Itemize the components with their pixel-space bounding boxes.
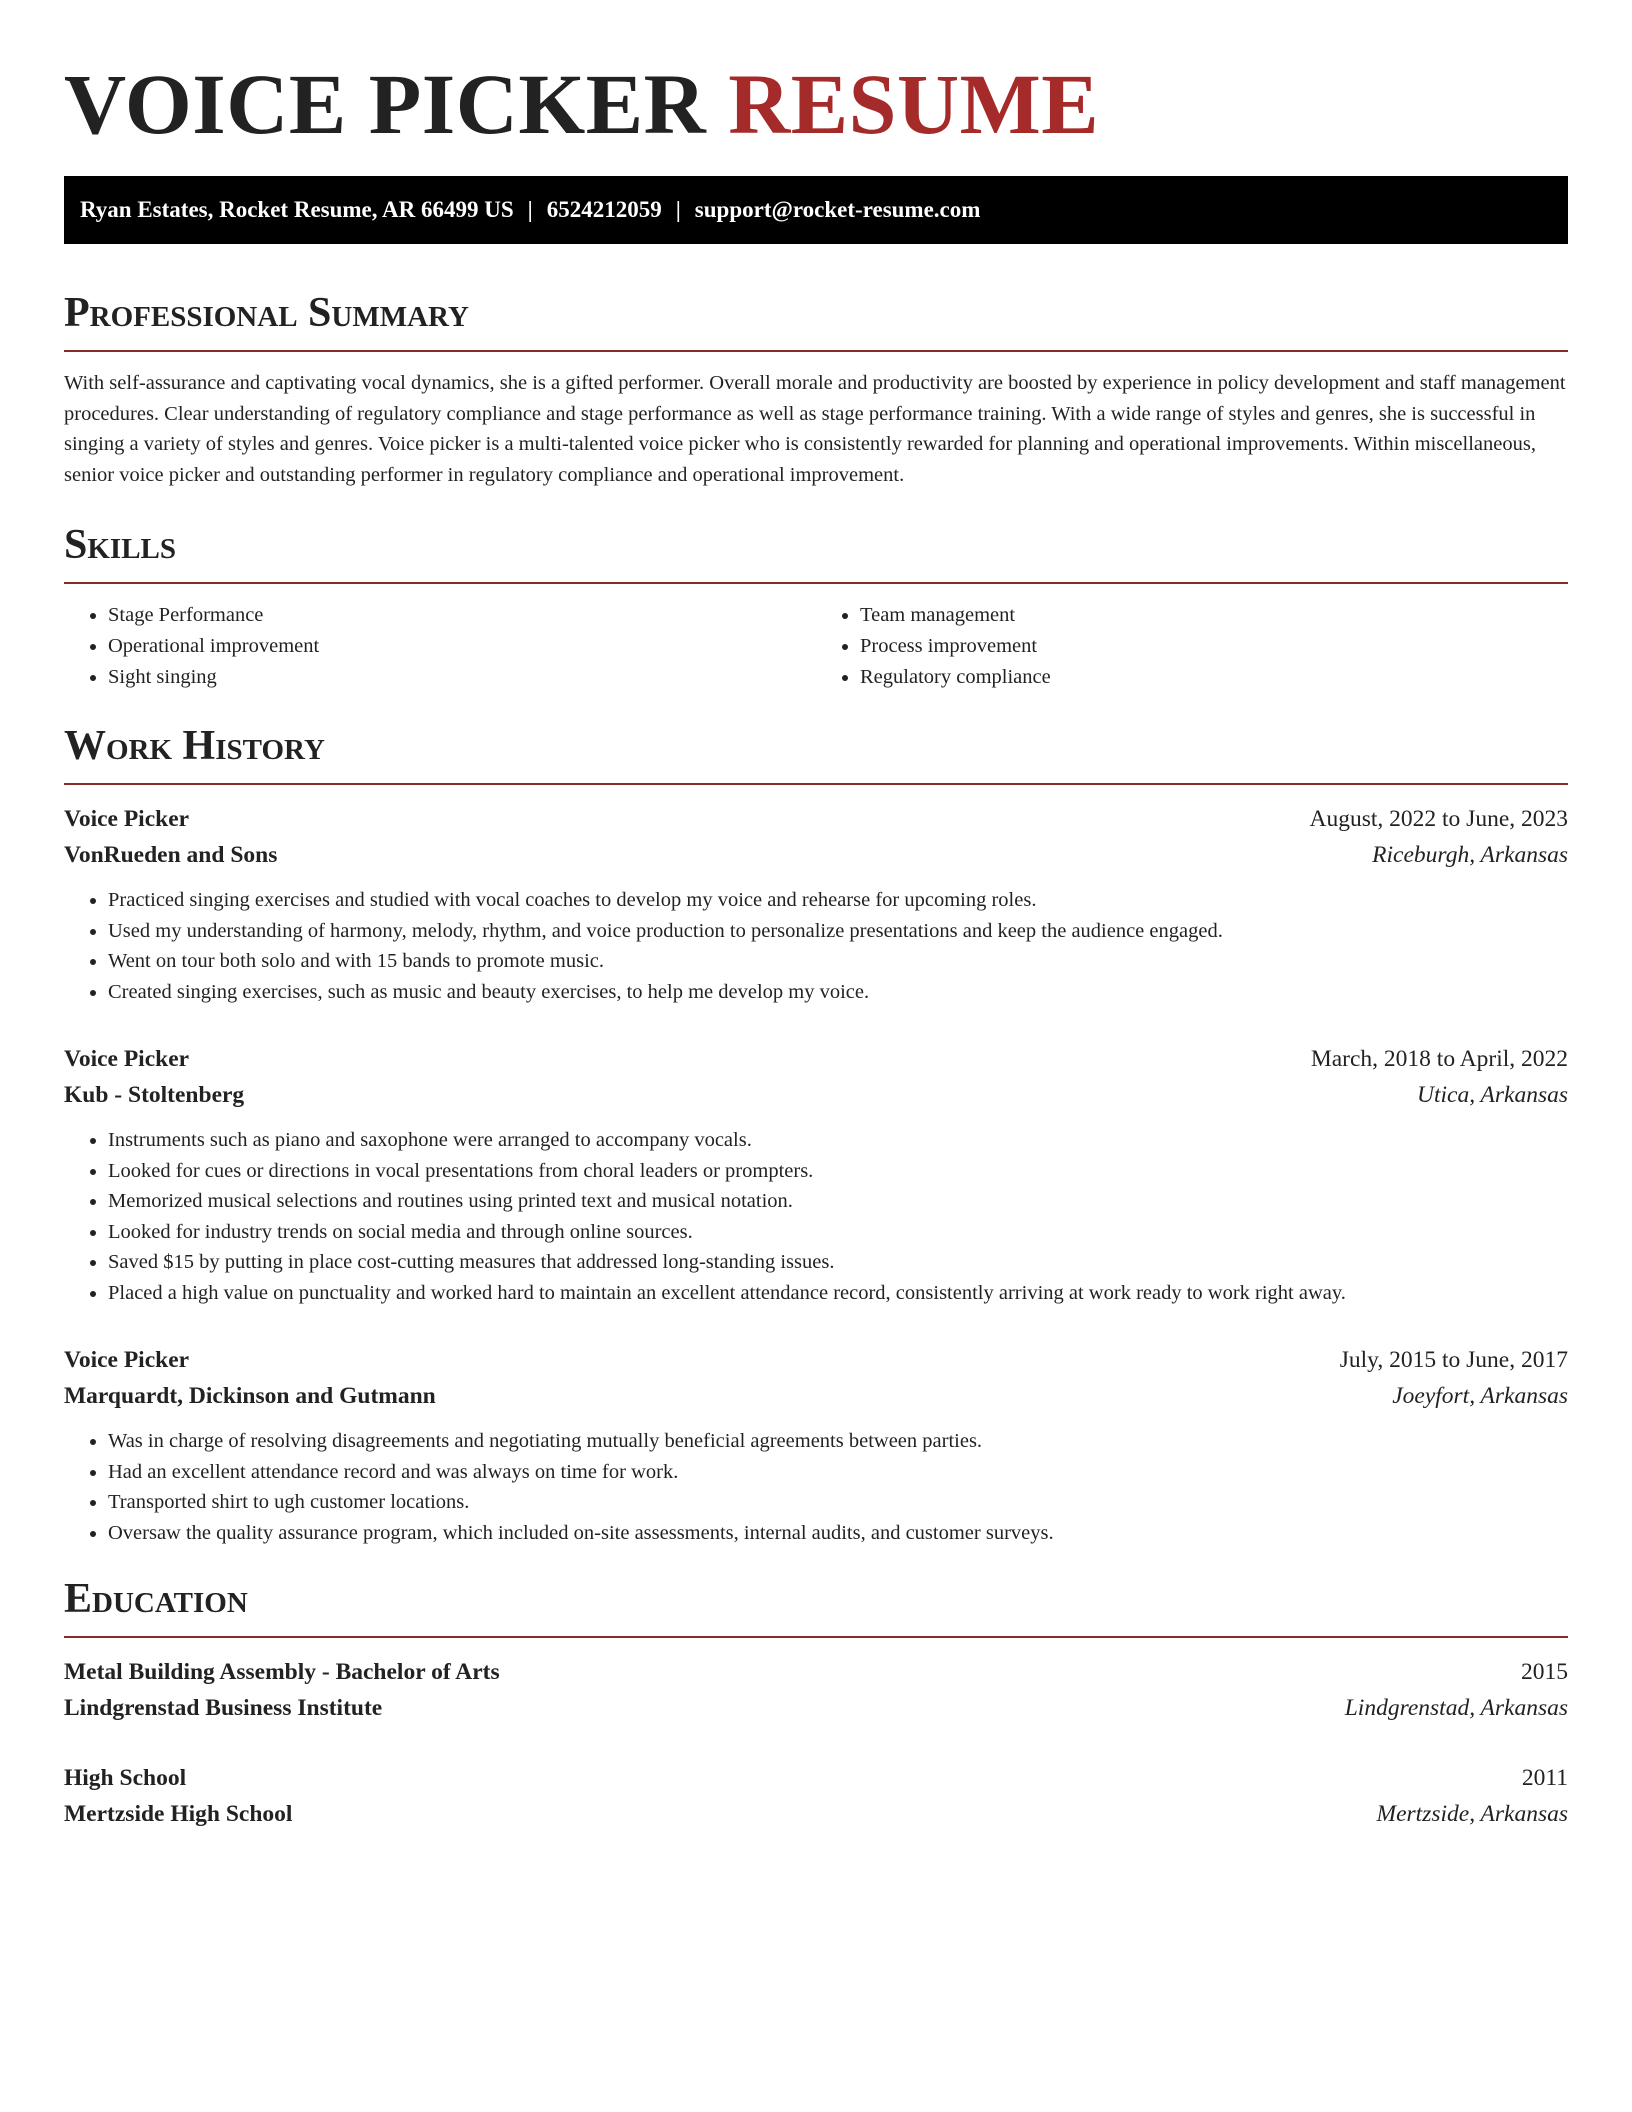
- job-bullet: • Went on tour both solo and with 15 bands to promote music.: [108, 946, 1568, 977]
- education-location: Lindgrenstad, Arkansas: [1344, 1695, 1568, 1721]
- job-entry: [64, 1041, 1568, 1308]
- job-company: Kub - Stoltenberg: [64, 1082, 245, 1108]
- contact-address: Ryan Estates, Rocket Resume, AR 66499 US: [80, 197, 514, 222]
- job-location: Riceburgh, Arkansas: [1372, 842, 1568, 868]
- job-bullet: • Was in charge of resolving disagreements and negotiating mutually beneficial agreements between parties.: [108, 1426, 1568, 1457]
- job-title: Voice Picker: [64, 806, 190, 832]
- job-bullets: [64, 885, 1568, 1007]
- job-bullet: • Memorized musical selections and routines using printed text and musical notation.: [108, 1186, 1568, 1217]
- job-title-row: [64, 1041, 1568, 1077]
- job-bullet: • Used my understanding of harmony, melody, rhythm, and voice production to personalize presentations and keep the audience engaged.: [108, 916, 1568, 947]
- job-bullets: [64, 1125, 1568, 1308]
- education-heading: Education: [64, 1574, 1568, 1638]
- job-entry: [64, 1342, 1568, 1548]
- skill-item: • Sight singing: [108, 662, 816, 693]
- education-degree-row: [64, 1760, 1568, 1796]
- job-location: Joeyfort, Arkansas: [1392, 1383, 1568, 1409]
- job-company-row: [64, 837, 1568, 873]
- education-location: Mertzside, Arkansas: [1376, 1801, 1568, 1827]
- contact-separator: |: [675, 197, 681, 222]
- skills-column-left: [64, 600, 816, 693]
- education-year: 2011: [1521, 1765, 1568, 1791]
- education-degree: Metal Building Assembly - Bachelor of Arts: [64, 1659, 500, 1685]
- education-entry: [64, 1654, 1568, 1726]
- job-bullet: • Placed a high value on punctuality and worked hard to maintain an excellent attendance record, consistently arriving at work ready to work right away.: [108, 1278, 1568, 1309]
- summary-heading: Professional Summary: [64, 288, 1568, 352]
- job-title-row: [64, 801, 1568, 837]
- education-school-row: [64, 1690, 1568, 1726]
- resume-title: [64, 54, 1568, 154]
- job-title-row: [64, 1342, 1568, 1378]
- job-entry: [64, 801, 1568, 1007]
- education-school-row: [64, 1796, 1568, 1832]
- job-company-row: [64, 1378, 1568, 1414]
- job-bullet: • Had an excellent attendance record and was always on time for work.: [108, 1457, 1568, 1488]
- skill-item: • Regulatory compliance: [860, 662, 1568, 693]
- skills-column-right: [816, 600, 1568, 693]
- job-bullet: • Instruments such as piano and saxophone were arranged to accompany vocals.: [108, 1125, 1568, 1156]
- skills-grid: [64, 600, 1568, 693]
- skill-item: • Stage Performance: [108, 600, 816, 631]
- job-bullet: • Saved $15 by putting in place cost-cutting measures that addressed long-standing issues.: [108, 1247, 1568, 1278]
- resume-page: [64, 0, 1568, 1832]
- job-bullets: [64, 1426, 1568, 1548]
- job-title: Voice Picker: [64, 1046, 190, 1072]
- skills-heading: Skills: [64, 520, 1568, 584]
- education-degree-row: [64, 1654, 1568, 1690]
- education-degree: High School: [64, 1765, 187, 1791]
- title-main: VOICE PICKER: [64, 56, 707, 152]
- contact-bar: [64, 176, 1568, 244]
- job-dates: August, 2022 to June, 2023: [1309, 806, 1568, 832]
- job-bullet: • Looked for cues or directions in vocal presentations from choral leaders or prompters.: [108, 1156, 1568, 1187]
- title-accent: RESUME: [728, 56, 1100, 152]
- contact-email: support@rocket-resume.com: [694, 197, 981, 222]
- job-bullet: • Looked for industry trends on social media and through online sources.: [108, 1217, 1568, 1248]
- job-dates: July, 2015 to June, 2017: [1339, 1347, 1568, 1373]
- job-company: VonRueden and Sons: [64, 842, 278, 868]
- job-location: Utica, Arkansas: [1416, 1082, 1568, 1108]
- summary-text: With self-assurance and captivating vocal dynamics, she is a gifted performer. Overall morale and productivity are boosted by experience in policy development and staff management procedures. Clear understanding of regulatory compliance and stage performance as well as stage performance training. With a wide range of styles and genres, she is successful in singing a variety of styles and genres. Voice picker is a multi-talented voice picker who is consistently rewarded for planning and operational improvements. Within miscellaneous, senior voice picker and outstanding performer in regulatory compliance and operational improvement.: [64, 372, 1566, 486]
- job-bullet: • Created singing exercises, such as music and beauty exercises, to help me develop my voice.: [108, 977, 1568, 1008]
- education-school: Lindgrenstad Business Institute: [64, 1695, 383, 1721]
- education-school: Mertzside High School: [64, 1801, 293, 1827]
- job-bullet: • Oversaw the quality assurance program, which included on-site assessments, internal audits, and customer surveys.: [108, 1518, 1568, 1549]
- work-history-heading: Work History: [64, 721, 1568, 785]
- education-year: 2015: [1521, 1659, 1568, 1685]
- job-company: Marquardt, Dickinson and Gutmann: [64, 1383, 436, 1409]
- job-dates: March, 2018 to April, 2022: [1310, 1046, 1568, 1072]
- education-entry: [64, 1760, 1568, 1832]
- skill-item: • Process improvement: [860, 631, 1568, 662]
- job-title: Voice Picker: [64, 1347, 190, 1373]
- skill-item: • Team management: [860, 600, 1568, 631]
- contact-phone: 6524212059: [546, 197, 662, 222]
- contact-separator: |: [527, 197, 533, 222]
- job-bullet: • Practiced singing exercises and studied with vocal coaches to develop my voice and rehearse for upcoming roles.: [108, 885, 1568, 916]
- job-bullet: • Transported shirt to ugh customer locations.: [108, 1487, 1568, 1518]
- job-company-row: [64, 1077, 1568, 1113]
- skill-item: • Operational improvement: [108, 631, 816, 662]
